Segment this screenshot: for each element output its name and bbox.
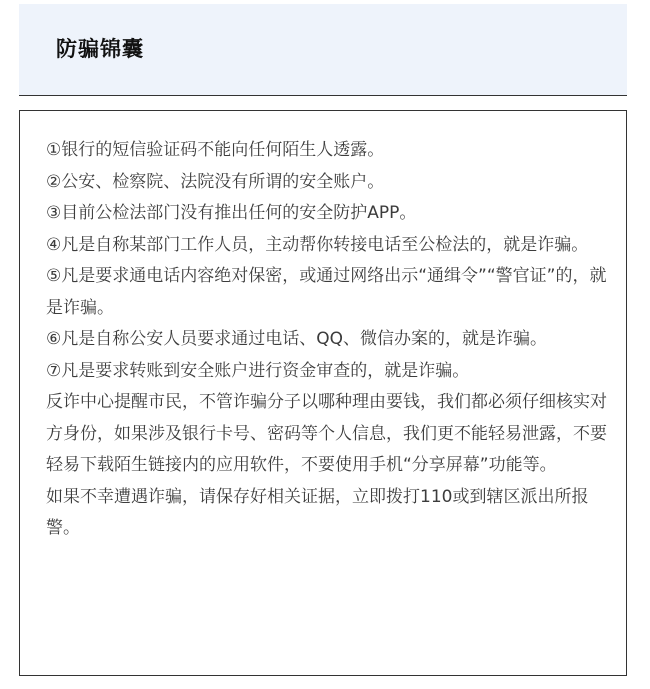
- tip-item-6: ⑥凡是自称公安人员要求通过电话、QQ、微信办案的，就是诈骗。: [46, 329, 548, 349]
- tip-item-2: ②公安、检察院、法院没有所谓的安全账户。: [46, 171, 385, 192]
- tip-item-4: ④凡是自称某部门工作人员，主动帮你转接电话至公检法的，就是诈骗。: [46, 234, 589, 255]
- tip-item-3: ③目前公检法部门没有推出任何的安全防护APP。: [46, 203, 417, 223]
- tip-item-7: ⑦凡是要求转账到安全账户进行资金审查的，就是诈骗。: [46, 360, 470, 381]
- reminder-paragraph: 反诈中心提醒市民，不管诈骗分子以哪种理由要钱，我们都必须仔细核实对方身份，如果涉及银行卡号、密码等个人信息，我们更不能轻易泄露，不要轻易下载陌生链接内的应用软件，不要使用手机“分享屏幕”功能等。: [46, 392, 607, 475]
- report-paragraph: 如果不幸遭遇诈骗，请保存好相关证据，立即拨打110或到辖区派出所报警。: [46, 486, 589, 538]
- page-title: 防骗锦囊: [56, 37, 144, 61]
- tips-content-box: [19, 110, 627, 676]
- header-banner: [19, 4, 627, 96]
- tip-item-5: ⑤凡是要求通电话内容绝对保密，或通过网络出示“通缉令”“警官证”的，就是诈骗。: [46, 266, 607, 318]
- tips-list: [46, 135, 614, 545]
- tip-item-1: ①银行的短信验证码不能向任何陌生人透露。: [46, 140, 385, 160]
